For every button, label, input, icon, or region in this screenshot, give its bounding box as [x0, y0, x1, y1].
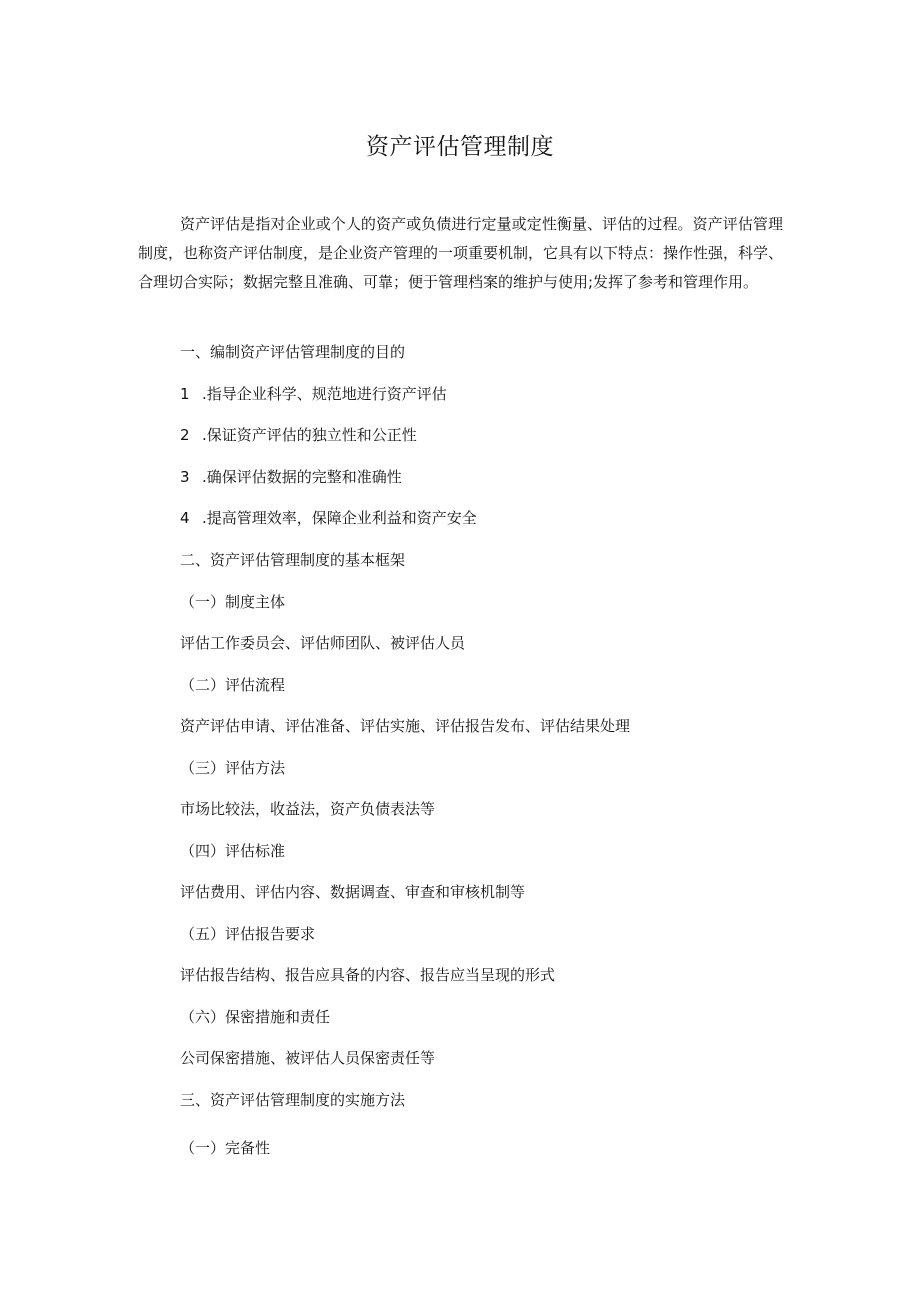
section-2-heading: 二、资产评估管理制度的基本框架 — [180, 551, 406, 569]
list-item-text: .指导企业科学、规范地进行资产评估 — [202, 385, 447, 403]
subsection-heading: （五）评估报告要求 — [180, 925, 316, 943]
subsection-heading: （二）评估流程 — [180, 676, 286, 694]
list-item — [180, 507, 477, 529]
subsection-body: 公司保密措施、被评估人员保密责任等 — [180, 1049, 436, 1067]
subsection-heading: （一）完备性 — [180, 1139, 271, 1157]
subsection-body: 评估报告结构、报告应具备的内容、报告应当呈现的形式 — [180, 966, 556, 984]
list-item-text: .确保评估数据的完整和准确性 — [202, 468, 402, 486]
list-item — [180, 424, 417, 446]
subsection-body: 评估工作委员会、评估师团队、被评估人员 — [180, 634, 466, 652]
intro-paragraph: 资产评估是指对企业或个人的资产或负债进行定量或定性衡量、评估的过程。资产评估管理制度，也称资产评估制度，是企业资产管理的一项重要机制，它具有以下特点：操作性强，科学、合理切合实际；数据完整且准确、可靠；便于管理档案的维护与使用;发挥了参考和管理作用。 — [138, 215, 784, 291]
list-item-text: .提高管理效率，保障企业利益和资产安全 — [202, 509, 477, 527]
subsection-body: 评估费用、评估内容、数据调查、审查和审核机制等 — [180, 883, 526, 901]
subsection-heading: （三）评估方法 — [180, 759, 286, 777]
list-item — [180, 466, 402, 488]
subsection-body: 资产评估申请、评估准备、评估实施、评估报告发布、评估结果处理 — [180, 717, 631, 735]
subsection-heading: （六）保密措施和责任 — [180, 1008, 331, 1026]
subsection-heading: （一）制度主体 — [180, 593, 286, 611]
section-3-heading: 三、资产评估管理制度的实施方法 — [180, 1091, 406, 1109]
list-item-number: 3 — [180, 468, 190, 486]
section-1-heading: 一、编制资产评估管理制度的目的 — [180, 343, 406, 361]
subsection-heading: （四）评估标准 — [180, 842, 286, 860]
subsection-body: 市场比较法，收益法，资产负债表法等 — [180, 800, 436, 818]
document-title: 资产评估管理制度 — [366, 134, 554, 160]
list-item-number: 1 — [180, 385, 190, 403]
list-item — [180, 383, 447, 405]
list-item-text: .保证资产评估的独立性和公正性 — [202, 426, 417, 444]
list-item-number: 4 — [180, 509, 190, 527]
list-item-number: 2 — [180, 426, 190, 444]
